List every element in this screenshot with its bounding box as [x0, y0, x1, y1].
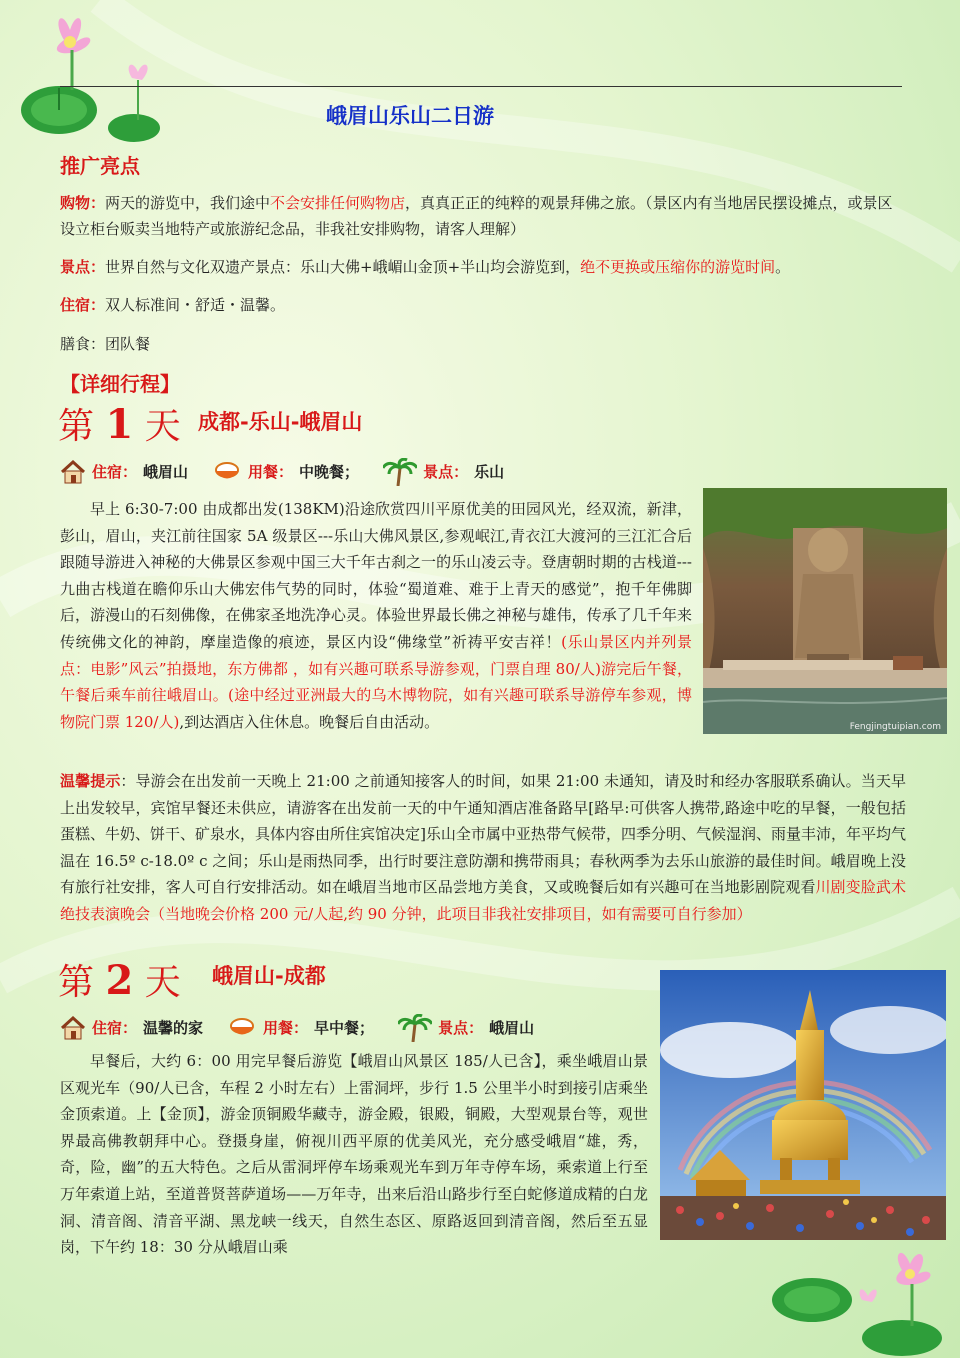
- day2-label: [58, 954, 181, 1005]
- day2-stay-label: 住宿：: [92, 1019, 138, 1037]
- day1-red-text: (乐山景区内并列景点：电影”风云”拍摄地，东方佛都 ，如有兴趣可联系导游参观，门票自理 80/人)游完后午餐，午餐后乘车前往峨眉山。(途中经过亚洲最大的乌木博物院，如有兴趣可联系导游停车参观，博物院门票 120/人): [60, 632, 692, 731]
- stay-paragraph: [60, 292, 906, 318]
- spots-red-text: 绝不更换或压缩你的游览时间: [580, 258, 776, 276]
- day2-prefix: 第: [58, 962, 95, 1003]
- lotus-flower-icon: [14, 0, 174, 145]
- rice-bowl-icon: [212, 460, 242, 484]
- day2-meal-label: 用餐：: [263, 1019, 309, 1037]
- lotus-flower-icon: [752, 1240, 960, 1358]
- house-icon: [60, 1016, 86, 1040]
- meal-paragraph: 膳食：团队餐: [60, 335, 151, 353]
- shopping-red-text: 不会安排任何购物店: [270, 194, 406, 212]
- header-rule: [60, 86, 902, 87]
- day1-description: [60, 496, 692, 735]
- page-title: 峨眉山乐山二日游: [326, 104, 494, 128]
- day1-stay-value: 峨眉山: [143, 463, 189, 481]
- highlights-heading: 推广亮点: [60, 154, 140, 178]
- day2-suffix: 天: [144, 962, 181, 1003]
- day2-number: 2: [105, 957, 134, 1004]
- tips-red-text: 川剧变脸武术绝技表演晚会（当地晚会价格 200 元/人起,约 90 分钟，此项目非我社安排项目，如有需要可自行参加）: [60, 878, 906, 923]
- day2-spot-value: 峨眉山: [489, 1019, 535, 1037]
- day2-info-row: [60, 1014, 552, 1042]
- leshan-buddha-photo: [703, 488, 947, 734]
- day2-stay-value: 温馨的家: [143, 1019, 204, 1037]
- day1-meal-value: 中晚餐；: [299, 463, 360, 481]
- day2-spot-label: 景点：: [438, 1019, 484, 1037]
- shopping-text-rest: ，真真正正的纯粹的观景拜佛之旅。（景区内有当地居民摆设摊点，或景区设立柜台贩卖当地特产或旅游纪念品，非我社安排购物，请客人理解）: [60, 194, 893, 238]
- emei-golden-summit-photo: [660, 970, 946, 1240]
- tips-label: 温馨提示: [60, 772, 121, 790]
- rice-bowl-icon: [227, 1016, 257, 1040]
- palm-tree-icon: [383, 458, 417, 486]
- tips-text: ：导游会在出发前一天晚上 21:00 之前通知接客人的时间，如果 21:00 未通知，请及时和经办客服联系确认。当天早上出发较早，宾馆早餐还未供应，请游客在出发前一天的中午通知酒店准备路早[路早:可供客人携带,路途中吃的早餐，一般包括蛋糕、牛奶、饼干、矿泉水，具体内容由所住宾馆决定]乐山全市属中亚热带气候带，四季分明、气候湿润、雨量丰沛，年平均气温在 16.5º c-18.0º c 之间；乐山是雨热同季，出行时要注意防潮和携带雨具；春秋两季为去乐山旅游的最佳时间。峨眉晚上没有旅行社安排，客人可自行安排活动。如在峨眉当地市区品尝地方美食，又或晚餐后如有兴趣可在当地影剧院观看: [60, 772, 906, 897]
- day2-description: 早餐后，大约 6：00 用完早餐后游览【峨眉山风景区 185/人已含】，乘坐峨眉山景区观光车（90/人已含，车程 2 小时左右）上雷洞坪，步行 1.5 公里半小时到接引店乘坐金顶索道。上【金顶】，游金顶铜殿华藏寺，游金殿，银殿，铜殿，大型观景台等，观世界最高佛教朝拜中心。登摄身崖，俯视川西平原的优美风光，充分感受峨眉“雄，秀，奇，险，幽”的五大特色。之后从雷洞坪停车场乘观光车到万年寺停车场，乘索道上行至万年索道上站，至道普贤菩萨道场——万年寺，出来后沿山路步行至白蛇修道成精的白龙洞、清音阁、清音平湖、黑龙峡一线天，自然生态区、原路返回到清音阁，然后至五显岗，下午约 18：30 分从峨眉山乘: [60, 1052, 648, 1257]
- shopping-paragraph: [60, 190, 906, 242]
- day1-suffix: 天: [144, 406, 181, 447]
- day2-meal-value: 早中餐；: [314, 1019, 375, 1037]
- itinerary-heading: 【详细行程】: [60, 372, 180, 396]
- photo-watermark: Fengjingtuipian.com: [849, 722, 941, 732]
- day1-spot-value: 乐山: [474, 463, 505, 481]
- tips-paragraph: [60, 768, 906, 928]
- day1-spot-label: 景点：: [423, 463, 469, 481]
- spots-paragraph: [60, 254, 906, 280]
- spots-label: 景点：: [60, 258, 106, 276]
- palm-tree-icon: [398, 1014, 432, 1042]
- day2-title: 峨眉山-成都: [212, 964, 326, 988]
- stay-label: 住宿：: [60, 296, 106, 314]
- shopping-label: 购物：: [60, 194, 106, 212]
- spots-text-end: 。: [775, 258, 791, 276]
- day1-title: 成都-乐山-峨眉山: [198, 410, 363, 434]
- stay-text: 双人标准间・舒适・温馨。: [105, 296, 286, 314]
- shopping-text: 两天的游览中，我们途中: [105, 194, 271, 212]
- day1-number: 1: [105, 401, 134, 448]
- day1-text: 早上 6:30-7:00 由成都出发(138KM)沿途欣赏四川平原优美的田园风光，经双流，新津，彭山，眉山，夹江前往国家 5A 级景区---乐山大佛风景区,参观岷江,青衣江大渡河的三江汇合后跟随导游进入神秘的大佛景区参观中国三大千年古刹之一的乐山凌云寺。登唐朝时期的古栈道---九曲古栈道在瞻仰乐山大佛宏伟气势的同时，体验“蜀道难、难于上青天的感觉”，抱千年佛脚后，游漫山的石刻佛像，在佛家圣地洗净心灵。体验世界最长佛之神秘与雄伟，传承了几千年来传统佛文化的神韵，摩崖造像的痕迹，景区内设“佛缘堂”祈祷平安吉祥！: [60, 500, 692, 651]
- day1-text-end: ,到达酒店入住休息。晚餐后自由活动。: [179, 712, 440, 731]
- day1-meal-label: 用餐：: [248, 463, 294, 481]
- house-icon: [60, 460, 86, 484]
- day1-label: [58, 398, 181, 449]
- day1-info-row: [60, 458, 522, 486]
- spots-text: 世界自然与文化双遗产景点：乐山大佛+峨嵋山金顶+半山均会游览到，: [105, 258, 581, 276]
- day1-stay-label: 住宿：: [92, 463, 138, 481]
- day1-prefix: 第: [58, 406, 95, 447]
